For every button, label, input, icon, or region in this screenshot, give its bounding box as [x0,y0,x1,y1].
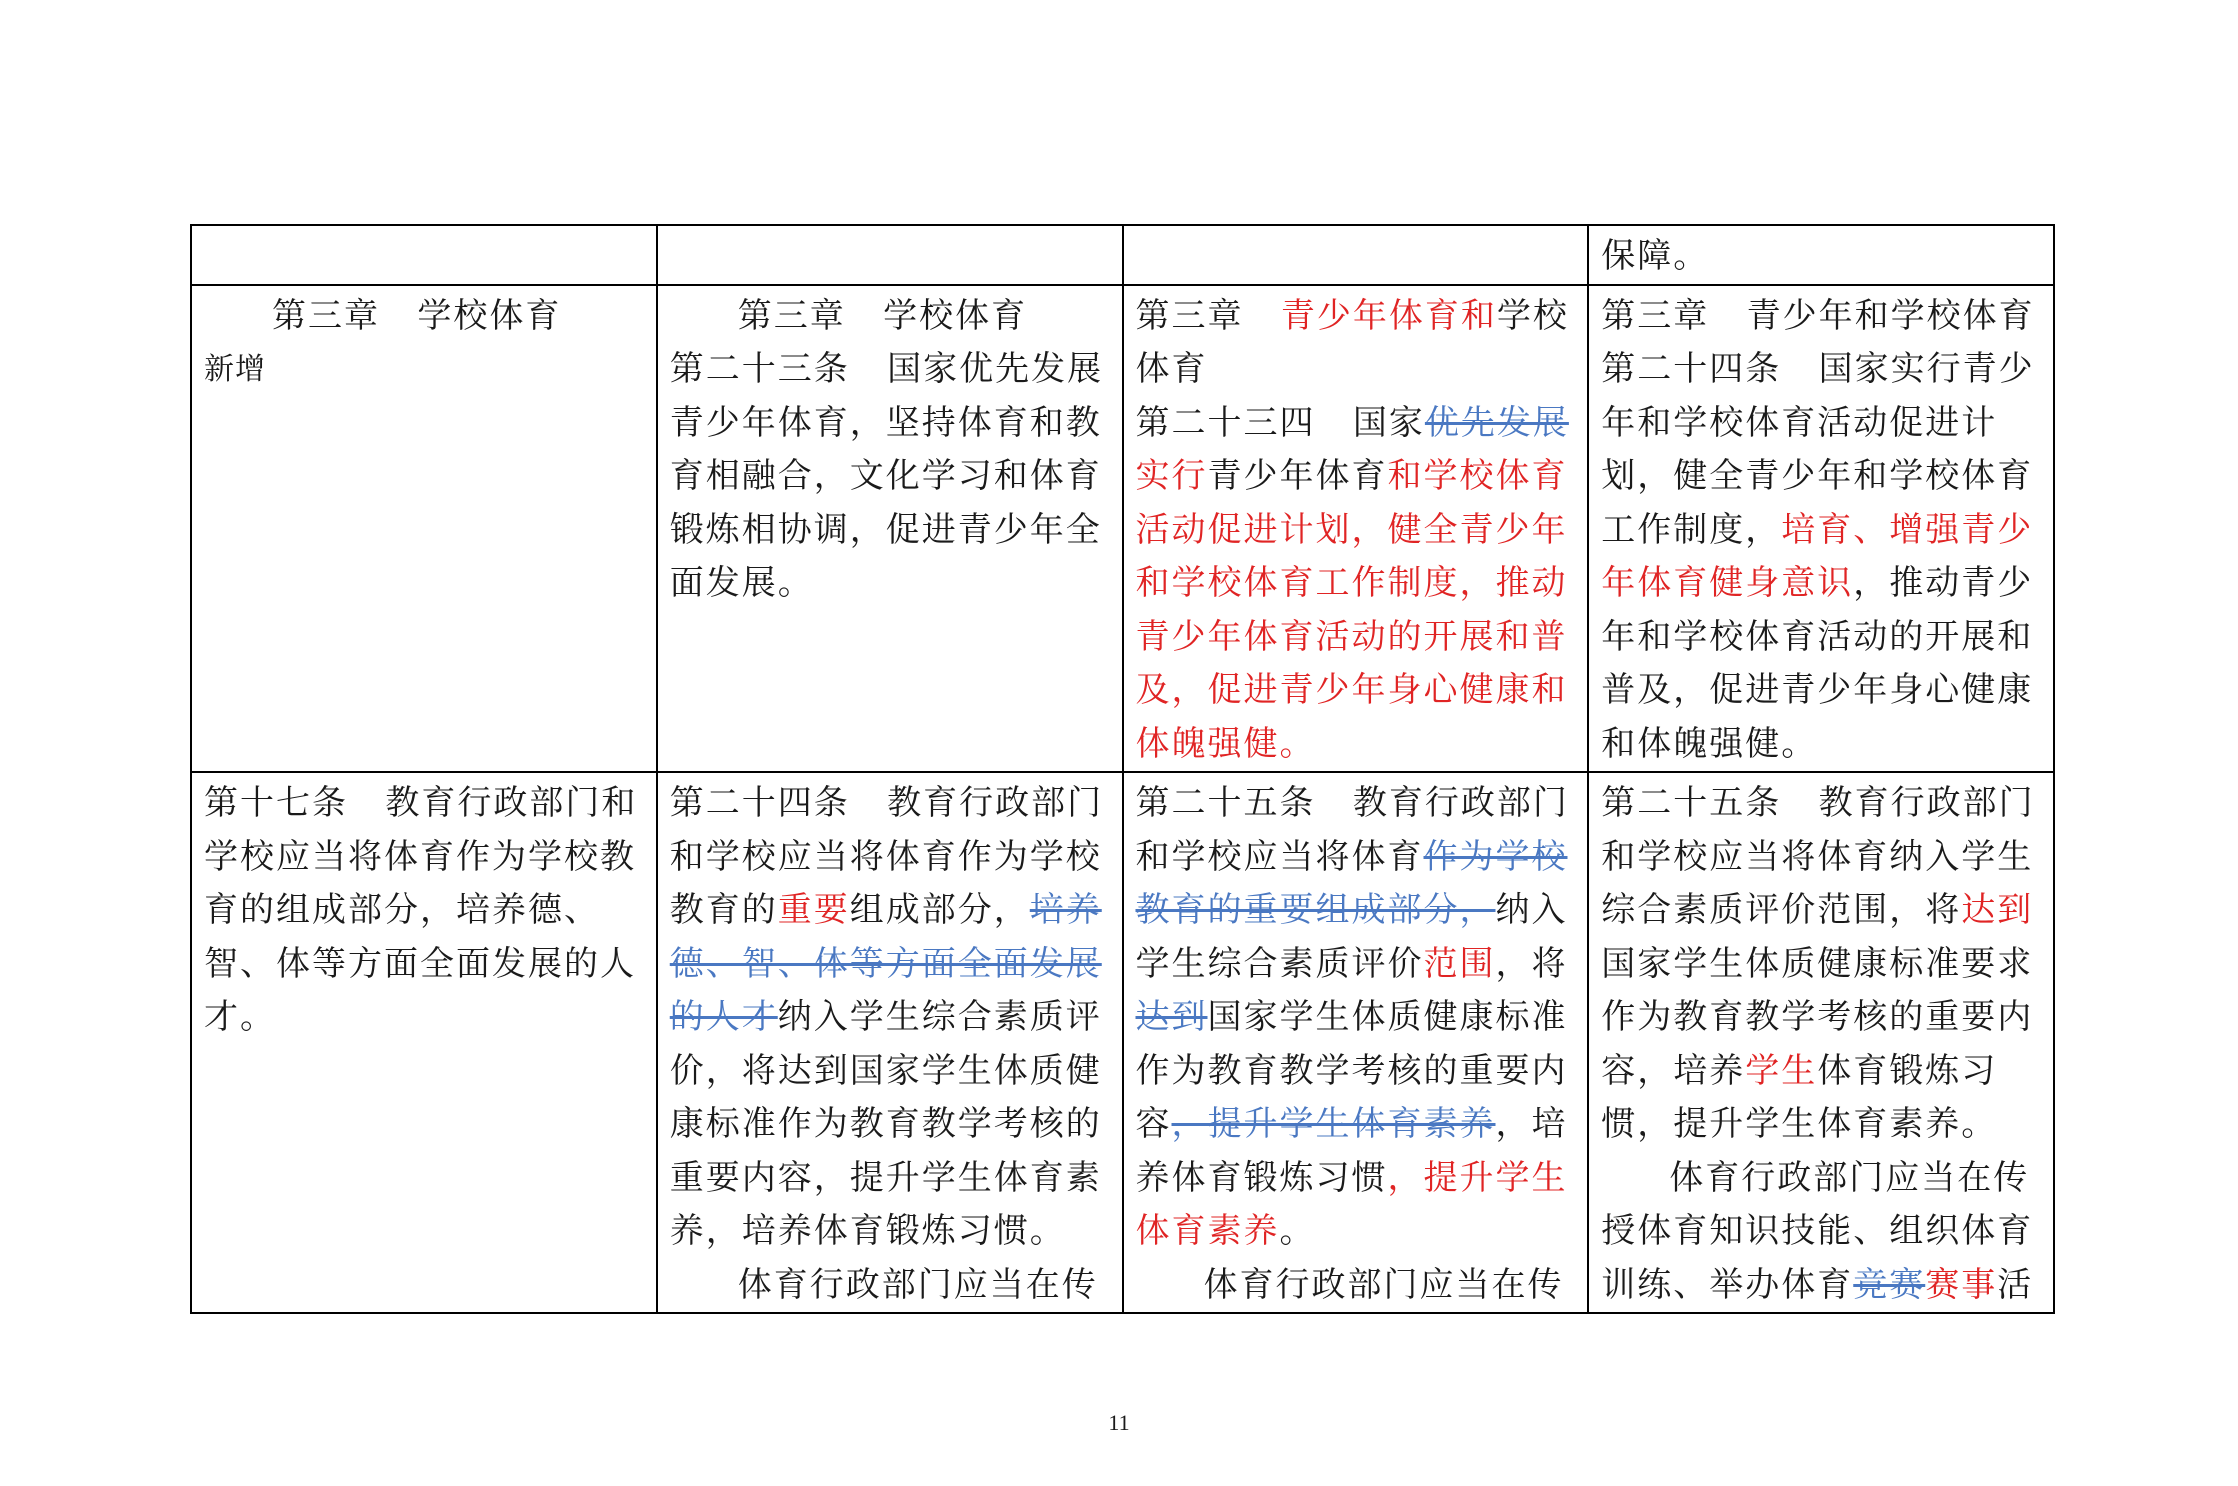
article-text: 第二十五条 教育行政部门和学校应当将体育作为学校教育的重要组成部分，纳入学生综合素质评价范围，将达到国家学生体质健康标准作为教育教学考核的重要内容，提升学生体育素养，培养体育锻炼习惯，提升学生体育素养。 [1135,783,1569,1251]
table-cell [191,285,657,773]
inserted-text: 实行 [1135,456,1208,496]
handwritten-note: 新增 [204,352,266,387]
table-row [191,285,2054,773]
table-cell [1123,225,1589,285]
table-row [191,225,2054,285]
article-text: 第二十五条 教育行政部门和学校应当将体育纳入学生综合素质评价范围，将达到国家学生体质健康标准要求作为教育教学考核的重要内容，培养学生体育锻炼习惯，提升学生体育素养。 [1601,783,2035,1144]
article-text: 体育行政部门应当在传 [1203,1264,1564,1305]
table-cell [191,225,657,285]
article-text: 体育行政部门应当在传授体育知识技能、组织体育训练、举办体育竞赛赛事活 [1601,1157,2034,1305]
article-text: 第二十三四 国家优先发展实行青少年体育和学校体育活动促进计划，健全青少年和学校体育工作制度，推动青少年体育活动的开展和普及，促进青少年身心健康和体魄强健。 [1135,402,1569,764]
cell-text: 保障。 [1601,236,1710,276]
table-cell [1588,225,2054,285]
chapter-heading: 第三章 学校体育 [737,295,1028,336]
deleted-text: 达到 [1135,997,1208,1037]
article-text: 体育行政部门应当在传 [737,1264,1098,1305]
inserted-text: 范围 [1423,943,1496,984]
page-number: 11 [1108,1410,1130,1435]
chapter-heading: 第三章 学校体育 [272,295,562,336]
table-cell [191,772,657,1313]
deleted-text: 竞赛 [1853,1264,1926,1305]
inserted-text: 青少年体育和 [1280,295,1497,336]
inserted-text: ，提升学生体育素养 [1135,1157,1568,1251]
table-cell [1588,772,2054,1313]
inserted-text: 达到 [1961,890,2034,930]
table-cell [1588,285,2054,773]
inserted-text: 培育、增强青少年体育健身意识 [1601,509,2034,603]
article-text: 第二十四条 国家实行青少年和学校体育活动促进计划，健全青少年和学校体育工作制度，培育、增强青少年体育健身意识，推动青少年和学校体育活动的开展和普及，促进青少年身心健康和体魄强健。 [1601,349,2035,764]
inserted-text: 和学校体育活动促进计划，健全青少年和学校体育工作制度，推动青少年体育活动的开展和普及，促进青少年身心健康和体魄强健。 [1135,456,1568,764]
table-cell [1123,772,1589,1313]
table-cell [657,772,1123,1313]
table-cell [657,285,1123,773]
deleted-text: ，提升学生体育素养 [1171,1104,1496,1144]
law-comparison-table [190,224,2055,1314]
deleted-text: 培养德、智、体等方面全面发展的人才 [669,890,1102,1037]
article-text: 第二十四条 教育行政部门和学校应当将体育作为学校教育的重要组成部分，培养德、智、体等方面全面发展的人才纳入学生综合素质评价，将达到国家学生体质健康标准作为教育教学考核的重要内容，提升学生体育素养，培养体育锻炼习惯。 [669,783,1104,1251]
inserted-text: 赛事 [1925,1264,1998,1305]
deleted-text: 作为学校教育的重要组成部分， [1135,836,1568,930]
table-row [191,772,2054,1313]
table-cell [657,225,1123,285]
inserted-text: 学生 [1745,1050,1818,1091]
chapter-heading: 第三章 青少年和学校体育 [1601,295,2035,336]
article-text: 第二十三条 国家优先发展青少年体育，坚持体育和教育相融合，文化学习和体育锻炼相协调，促进青少年全面发展。 [669,349,1104,603]
chapter-heading: 第三章 青少年体育和学校体育 [1135,295,1569,389]
inserted-text: 重要 [777,890,850,930]
article-text: 第十七条 教育行政部门和学校应当将体育作为学校教育的组成部分，培养德、智、体等方面全面发展的人才。 [204,783,638,1037]
deleted-text: 优先发展 [1424,402,1569,443]
table-cell [1123,285,1589,773]
